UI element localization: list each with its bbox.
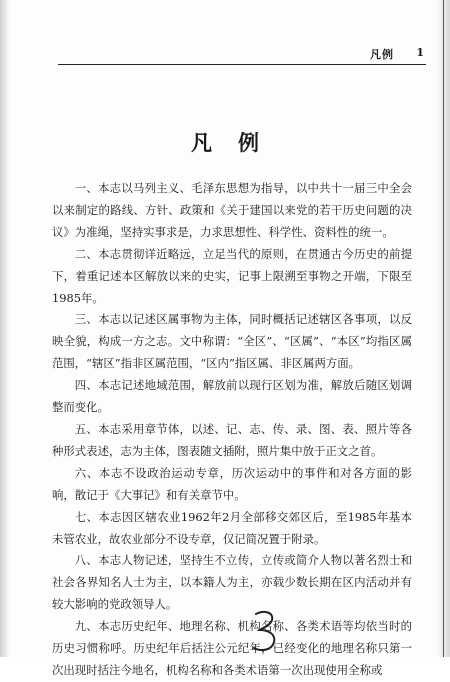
handwritten-mark-icon — [246, 608, 286, 654]
page-title: 凡例 — [191, 130, 285, 155]
paragraph-6: 六、本志不设政治运动专章，历次运动中的事件和对各方面的影响，散记于《大事记》和有关章节中。 — [52, 465, 412, 502]
page-header — [58, 44, 426, 65]
paragraph-3: 三、本志以记述区属事物为主体，同时概括记述辖区各事项，以反映全貌，构成一方之志。文中称谓：“全区”、“区属”、“本区”均指区属范围，“辖区”指非区属范围，“区内”指区属、非区属两方面。 — [52, 312, 412, 371]
paragraph-5: 五、本志采用章节体，以述、记、志、传、录、图、表、照片等各种形式表述，志为主体，图表随文插附，照片集中放于正文之首。 — [52, 421, 412, 458]
running-head: 凡例 — [370, 48, 394, 61]
paragraph-4: 四、本志记述地域范围，解放前以现行区划为准，解放后随区划调整而变化。 — [52, 378, 412, 415]
document-body — [52, 178, 412, 682]
paragraph-2: 二、本志贯彻详近略远，立足当代的原则，在贯通古今历史的前提下，着重记述本区解放以来的史实，记事上限溯至事物之开端，下限至1985年。 — [52, 246, 412, 305]
scan-edge-left — [0, 0, 10, 657]
paragraph-9: 九、本志历史纪年、地理名称、机构名称、各类术语等均依当时的历史习惯称呼。历史纪年后括注公元纪年，已经变化的地理名称只第一次出现时括注今地名，机构名称和各类术语第一次出现使用全称或 — [52, 619, 412, 677]
paragraph-7: 七、本志因区辖农业1962年2月全部移交郊区后，至1985年基本未管农业，故农业部分不设专章，仅记简况置于附录。 — [52, 509, 412, 546]
scan-edge-right — [436, 0, 450, 657]
paragraph-1: 一、本志以马列主义、毛泽东思想为指导，以中共十一届三中全会以来制定的路线、方针、政策和《关于建国以来党的若干历史问题的决议》为准绳，坚持实事求是，力求思想性、科学性、资料性的统一。 — [52, 181, 412, 239]
page-number: 1 — [416, 46, 424, 59]
paragraph-8: 八、本志人物记述，坚持生不立传，立传或简介人物以著名烈士和社会各界知名人士为主，以本籍人为主，亦载少数长期在区内活动并有较大影响的党政领导人。 — [52, 553, 412, 612]
